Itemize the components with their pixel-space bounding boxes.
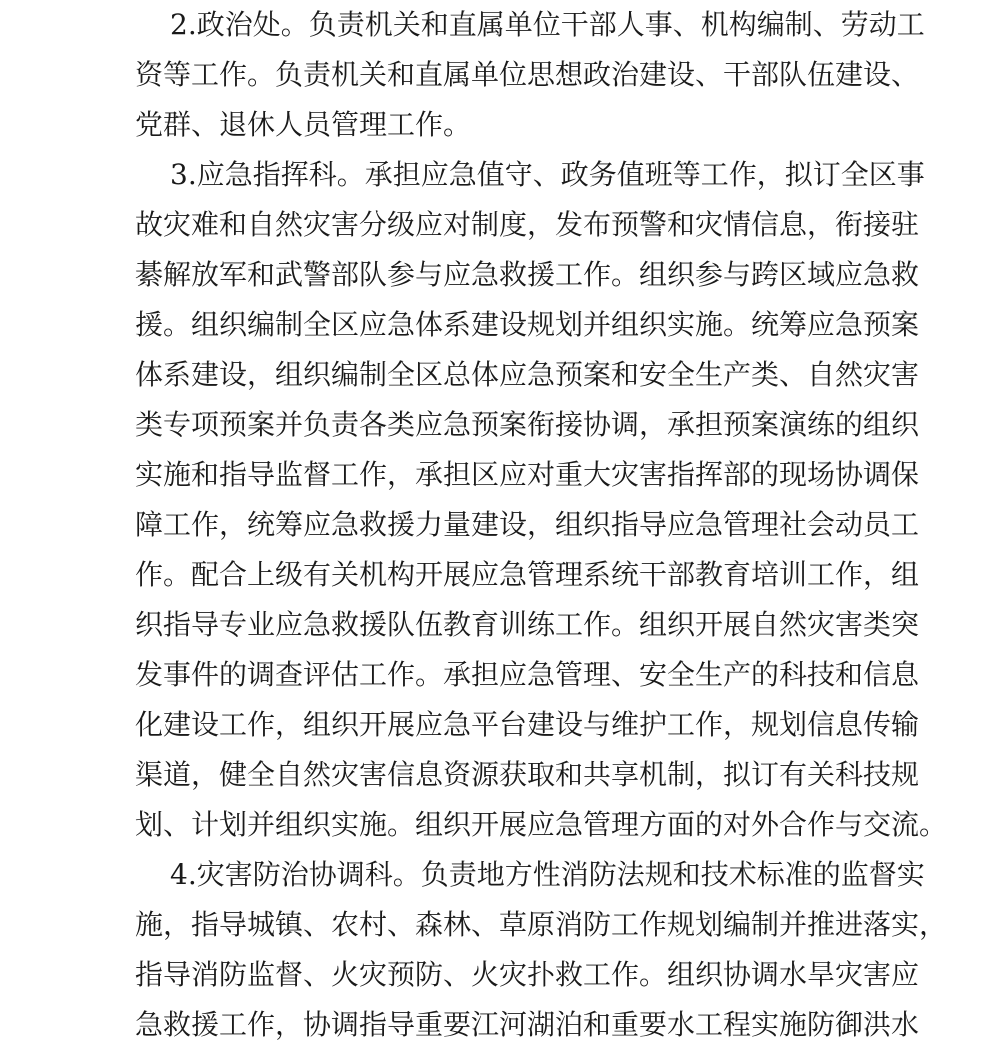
text-line: 实施和指导监督工作，承担区应对重大灾害指挥部的现场协调保 [135,458,920,491]
text-line: 党群、退休人员管理工作。 [135,108,472,141]
text-line: 类专项预案并负责各类应急预案衔接协调，承担预案演练的组织 [135,408,920,441]
text-line: 3.应急指挥科。承担应急值守、政务值班等工作，拟订全区事 [170,158,925,191]
text-line: 2.政治处。负责机关和直属单位干部人事、机构编制、劳动工 [170,8,925,41]
paragraph-political-office [135,0,925,150]
document-text-block [135,0,948,1050]
text-line: 化建设工作，组织开展应急平台建设与维护工作，规划信息传输 [135,708,920,741]
text-line: 障工作，统筹应急救援力量建设，组织指导应急管理社会动员工 [135,508,920,541]
text-line: 体系建设，组织编制全区总体应急预案和安全生产类、自然灾害 [135,358,920,391]
text-line: 4.灾害防治协调科。负责地方性消防法规和技术标准的监督实 [170,858,925,891]
text-line: 急救援工作，协调指导重要江河湖泊和重要水工程实施防御洪水 [135,1008,920,1041]
text-line: 作。配合上级有关机构开展应急管理系统干部教育培训工作，组 [135,558,920,591]
text-line: 援。组织编制全区应急体系建设规划并组织实施。统筹应急预案 [135,308,920,341]
text-line: 划、计划并组织实施。组织开展应急管理方面的对外合作与交流。 [135,808,948,841]
text-line: 发事件的调查评估工作。承担应急管理、安全生产的科技和信息 [135,658,920,691]
paragraph-disaster-prevention-coordination-section [135,850,948,1050]
text-line: 故灾难和自然灾害分级应对制度，发布预警和灾情信息，衔接驻 [135,208,920,241]
text-line: 渠道，健全自然灾害信息资源获取和共享机制，拟订有关科技规 [135,758,920,791]
text-line: 织指导专业应急救援队伍教育训练工作。组织开展自然灾害类突 [135,608,920,641]
text-line: 指导消防监督、火灾预防、火灾扑救工作。组织协调水旱灾害应 [135,958,920,991]
paragraph-emergency-command-section [135,150,948,850]
text-line: 綦解放军和武警部队参与应急救援工作。组织参与跨区域应急救 [135,258,920,291]
text-line: 资等工作。负责机关和直属单位思想政治建设、干部队伍建设、 [135,58,920,91]
text-line: 施，指导城镇、农村、森林、草原消防工作规划编制并推进落实， [135,908,948,941]
